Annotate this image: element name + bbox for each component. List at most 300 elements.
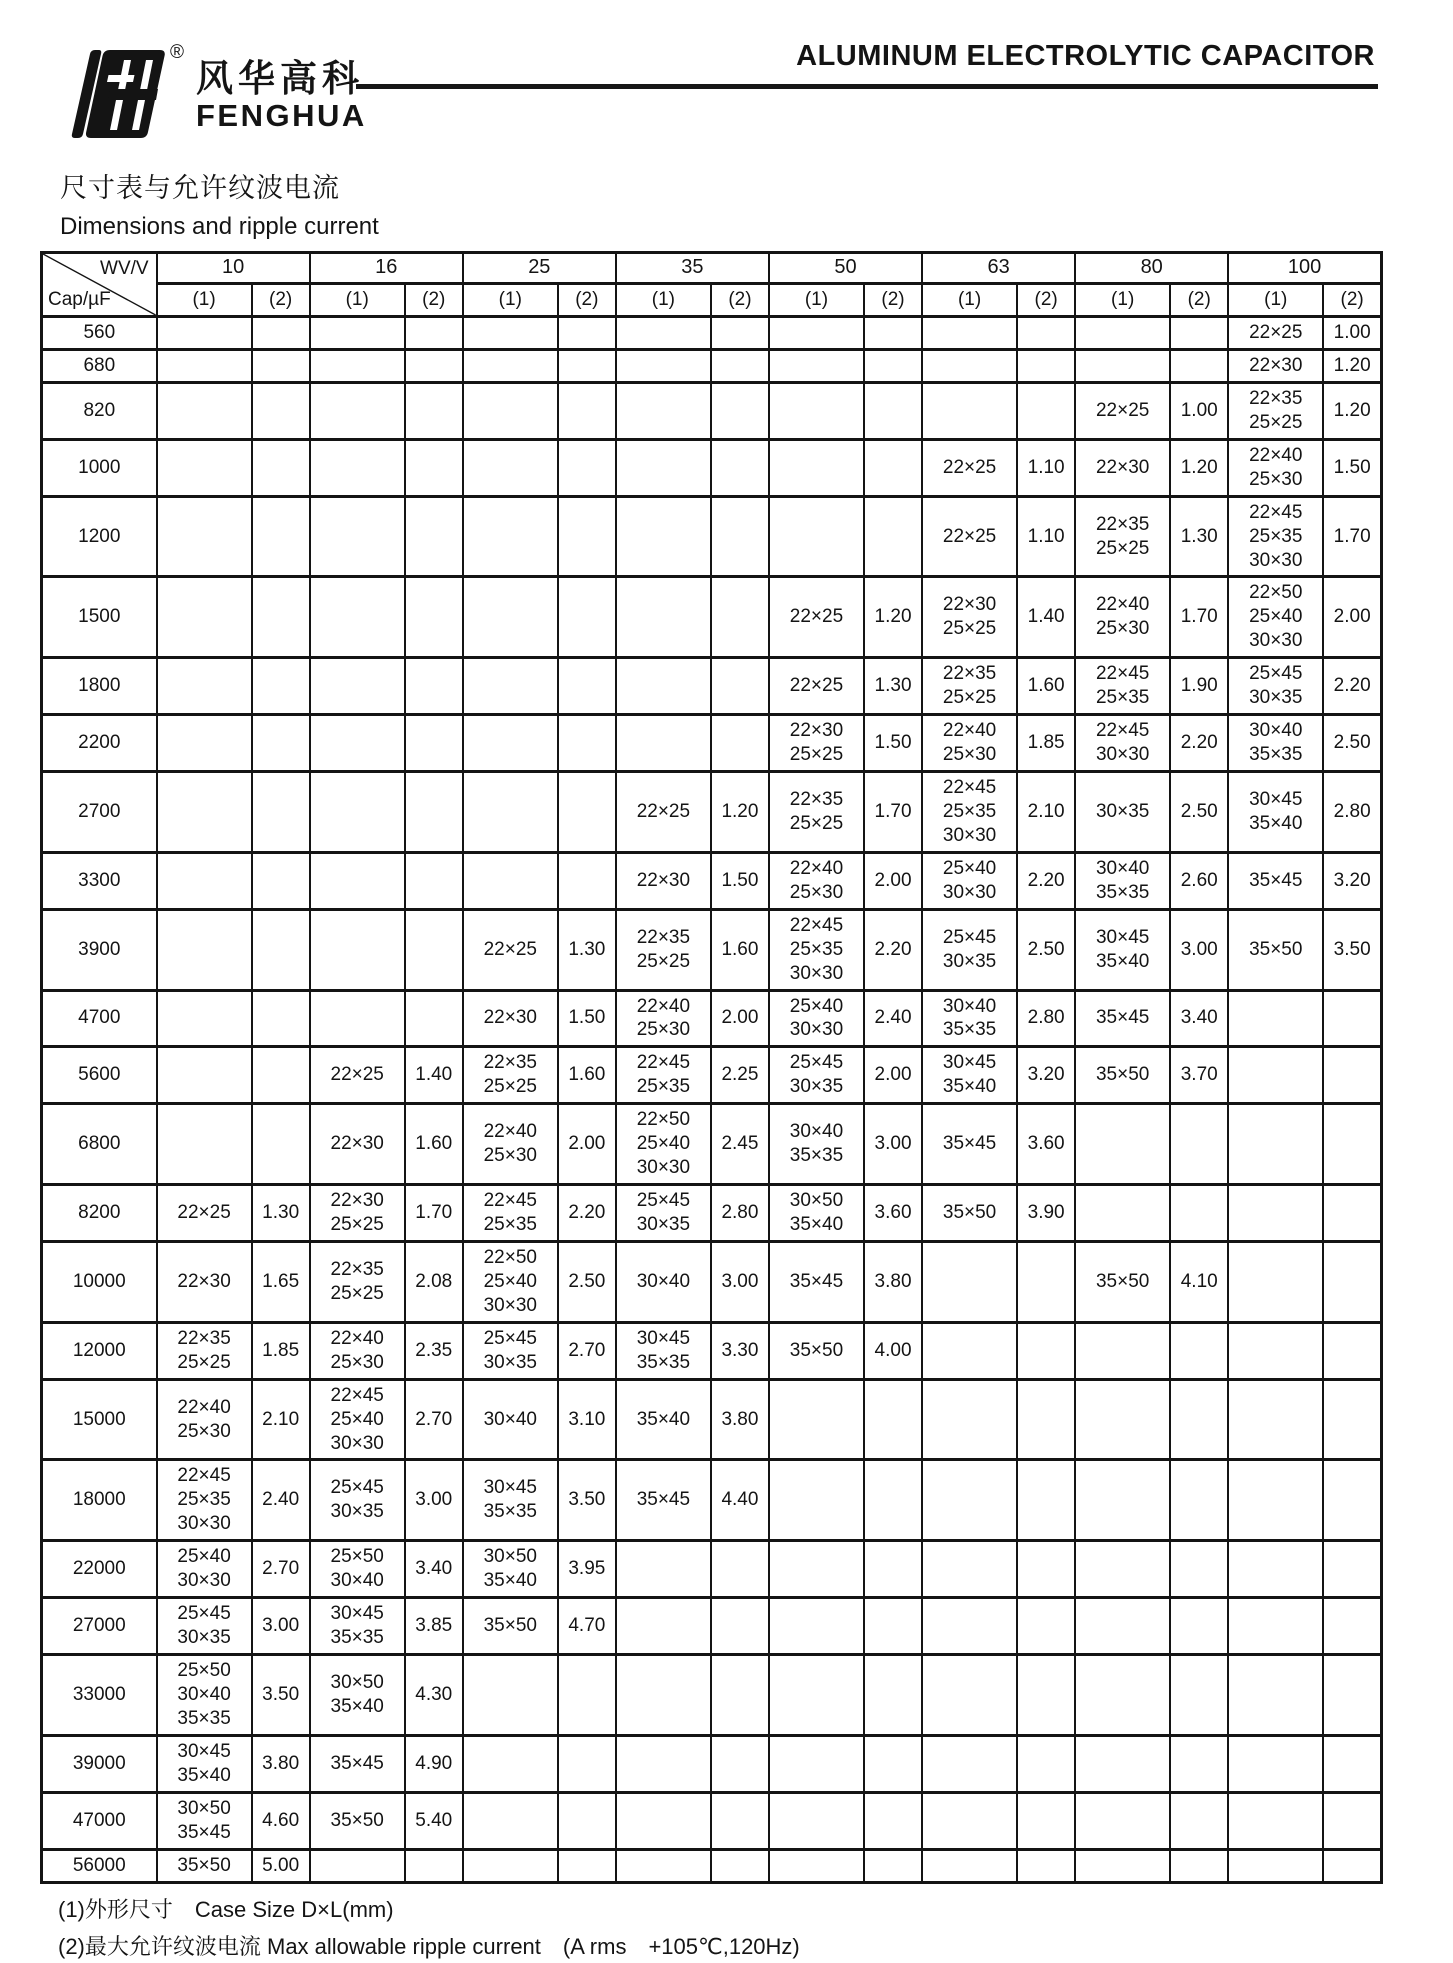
case-size-line: 22×40 (466, 1120, 555, 1144)
case-size-cell (463, 1241, 558, 1322)
case-size-line: 30×35 (925, 950, 1014, 974)
ripple-current-cell (864, 1655, 922, 1736)
ripple-current-cell: 3.50 (1323, 909, 1381, 990)
table-row (42, 349, 1382, 382)
case-size-line: 25×40 (1231, 605, 1320, 629)
case-size-line: 35×50 (925, 1201, 1014, 1225)
ripple-current-cell: 2.80 (1017, 990, 1075, 1047)
case-size-line: 22×35 (925, 662, 1014, 686)
case-size-cell (1228, 715, 1323, 772)
case-size-line: 22×35 (466, 1051, 555, 1075)
ripple-current-cell: 1.10 (1017, 439, 1075, 496)
case-size-cell (310, 1735, 405, 1792)
ripple-current-cell: 2.00 (864, 852, 922, 909)
case-size-cell (1228, 382, 1323, 439)
ripple-current-cell: 2.70 (558, 1322, 616, 1379)
ripple-current-cell: 2.20 (1323, 658, 1381, 715)
case-size-cell (1075, 1541, 1170, 1598)
case-size-line: 22×35 (619, 926, 708, 950)
ripple-current-cell (405, 577, 463, 658)
ripple-current-cell (1170, 1104, 1228, 1185)
case-size-line: 22×25 (925, 525, 1014, 549)
ripple-current-cell (1017, 1460, 1075, 1541)
case-size-cell (463, 1792, 558, 1849)
capacitance-value: 680 (42, 349, 157, 382)
ripple-current-cell (1170, 1655, 1228, 1736)
case-size-line: 25×45 (925, 926, 1014, 950)
table-row (42, 990, 1382, 1047)
case-size-line: 25×50 (313, 1545, 402, 1569)
ripple-current-cell: 4.10 (1170, 1241, 1228, 1322)
case-size-line: 25×40 (925, 857, 1014, 881)
ripple-current-cell: 2.40 (864, 990, 922, 1047)
ripple-current-cell: 1.20 (864, 577, 922, 658)
footnote-ripple-current: (2)最大允许纹波电流 Max allowable ripple current (A rms +105℃,120Hz) (58, 1931, 1423, 1963)
case-size-cell (1228, 990, 1323, 1047)
ripple-current-cell (1170, 1460, 1228, 1541)
table-row (42, 382, 1382, 439)
ripple-current-cell: 2.45 (711, 1104, 769, 1185)
ripple-current-cell (1323, 990, 1381, 1047)
case-size-line: 30×30 (772, 962, 861, 986)
case-size-line: 30×35 (619, 1213, 708, 1237)
ripple-current-cell (405, 772, 463, 853)
ripple-current-cell (1323, 1379, 1381, 1460)
ripple-current-cell (864, 439, 922, 496)
case-size-cell (1075, 772, 1170, 853)
case-size-cell (769, 382, 864, 439)
ripple-current-cell (1170, 1598, 1228, 1655)
case-size-line: 22×30 (313, 1189, 402, 1213)
case-size-cell (463, 1185, 558, 1242)
ripple-current-cell (1170, 1185, 1228, 1242)
voltage-header: 10 (157, 253, 310, 284)
case-size-cell (1228, 852, 1323, 909)
ripple-current-cell (1323, 1185, 1381, 1242)
capacitance-value: 56000 (42, 1849, 157, 1882)
ripple-subheader: (2) (405, 284, 463, 317)
voltage-header: 35 (616, 253, 769, 284)
ripple-current-cell: 3.50 (558, 1460, 616, 1541)
case-size-subheader: (1) (310, 284, 405, 317)
case-size-line: 30×30 (160, 1512, 249, 1536)
ripple-current-cell: 2.08 (405, 1241, 463, 1322)
case-size-cell (157, 439, 252, 496)
case-size-line: 25×45 (619, 1189, 708, 1213)
case-size-line: 22×45 (1078, 719, 1167, 743)
ripple-current-cell: 2.70 (252, 1541, 310, 1598)
ripple-current-cell (1170, 1735, 1228, 1792)
ripple-current-cell: 5.00 (252, 1849, 310, 1882)
case-size-cell (616, 1322, 711, 1379)
case-size-cell (922, 439, 1017, 496)
case-size-cell (310, 1541, 405, 1598)
ripple-current-cell: 3.20 (1323, 852, 1381, 909)
ripple-current-cell: 1.50 (711, 852, 769, 909)
case-size-line: 35×50 (1078, 1063, 1167, 1087)
case-size-cell (1228, 349, 1323, 382)
ripple-current-cell (864, 496, 922, 577)
case-size-line: 25×25 (1231, 411, 1320, 435)
table-row (42, 1047, 1382, 1104)
case-size-line: 35×45 (1078, 1006, 1167, 1030)
case-size-cell (616, 577, 711, 658)
ripple-current-cell (1017, 382, 1075, 439)
ripple-current-cell (405, 715, 463, 772)
case-size-cell (463, 852, 558, 909)
ripple-current-cell: 3.00 (405, 1460, 463, 1541)
ripple-current-cell: 1.30 (252, 1185, 310, 1242)
case-size-line: 22×45 (1078, 662, 1167, 686)
table-row (42, 439, 1382, 496)
case-size-cell (1228, 1655, 1323, 1736)
case-size-line: 22×30 (313, 1132, 402, 1156)
case-size-line: 25×35 (772, 938, 861, 962)
case-size-cell (1075, 439, 1170, 496)
case-size-cell (922, 990, 1017, 1047)
case-size-subheader: (1) (1075, 284, 1170, 317)
capacitance-value: 5600 (42, 1047, 157, 1104)
case-size-cell (769, 577, 864, 658)
capacitance-value: 2700 (42, 772, 157, 853)
case-size-cell (616, 439, 711, 496)
table-row (42, 1104, 1382, 1185)
case-size-line: 35×40 (466, 1569, 555, 1593)
case-size-cell (1228, 1735, 1323, 1792)
case-size-cell (616, 1849, 711, 1882)
case-size-line: 22×40 (1231, 444, 1320, 468)
case-size-line: 30×40 (313, 1569, 402, 1593)
case-size-cell (769, 1655, 864, 1736)
case-size-cell (1228, 658, 1323, 715)
case-size-cell (157, 1598, 252, 1655)
voltage-header: 100 (1228, 253, 1381, 284)
case-size-line: 30×35 (160, 1626, 249, 1650)
case-size-cell (1228, 1322, 1323, 1379)
ripple-current-cell: 2.20 (1017, 852, 1075, 909)
case-size-cell (616, 1241, 711, 1322)
capacitance-value: 47000 (42, 1792, 157, 1849)
case-size-line: 22×25 (772, 674, 861, 698)
ripple-current-cell (1323, 1735, 1381, 1792)
table-row (42, 658, 1382, 715)
capacitance-value: 4700 (42, 990, 157, 1047)
capacitance-value: 15000 (42, 1379, 157, 1460)
case-size-line: 35×40 (1078, 950, 1167, 974)
case-size-line: 30×45 (925, 1051, 1014, 1075)
case-size-line: 25×30 (160, 1420, 249, 1444)
ripple-current-cell (1323, 1792, 1381, 1849)
case-size-line: 22×30 (925, 593, 1014, 617)
table-row (42, 772, 1382, 853)
case-size-line: 22×45 (772, 914, 861, 938)
ripple-current-cell: 1.20 (1323, 349, 1381, 382)
case-size-cell (1228, 1241, 1323, 1322)
case-size-cell (157, 317, 252, 350)
ripple-current-cell (711, 349, 769, 382)
case-size-line: 30×50 (772, 1189, 861, 1213)
case-size-line: 22×45 (619, 1051, 708, 1075)
ripple-current-cell (1323, 1655, 1381, 1736)
ripple-current-cell: 2.60 (1170, 852, 1228, 909)
case-size-line: 22×25 (619, 800, 708, 824)
case-size-cell (922, 1541, 1017, 1598)
ripple-current-cell (252, 577, 310, 658)
case-size-line: 35×40 (1231, 812, 1320, 836)
case-size-cell (463, 317, 558, 350)
table-body (42, 317, 1382, 1883)
capacitance-value: 560 (42, 317, 157, 350)
case-size-cell (310, 1460, 405, 1541)
case-size-line: 35×45 (313, 1752, 402, 1776)
ripple-current-cell (405, 1849, 463, 1882)
case-size-cell (769, 715, 864, 772)
ripple-current-cell: 2.50 (558, 1241, 616, 1322)
case-size-cell (922, 658, 1017, 715)
ripple-current-cell (711, 658, 769, 715)
ripple-current-cell (1323, 1541, 1381, 1598)
case-size-cell (157, 909, 252, 990)
ripple-current-cell (252, 1047, 310, 1104)
case-size-cell (463, 1047, 558, 1104)
ripple-current-cell: 3.00 (711, 1241, 769, 1322)
capacitance-value: 12000 (42, 1322, 157, 1379)
ripple-current-cell (252, 382, 310, 439)
ripple-current-cell: 1.00 (1170, 382, 1228, 439)
case-size-cell (1228, 577, 1323, 658)
case-size-cell (616, 990, 711, 1047)
capacitance-value: 1500 (42, 577, 157, 658)
capacitance-value: 33000 (42, 1655, 157, 1736)
case-size-cell (157, 1379, 252, 1460)
ripple-current-cell: 1.65 (252, 1241, 310, 1322)
case-size-line: 30×30 (466, 1294, 555, 1318)
case-size-cell (922, 1460, 1017, 1541)
case-size-cell (1075, 1185, 1170, 1242)
case-size-cell (922, 349, 1017, 382)
ripple-current-cell: 1.50 (558, 990, 616, 1047)
ripple-current-cell: 4.60 (252, 1792, 310, 1849)
case-size-cell (463, 1849, 558, 1882)
ripple-current-cell: 3.40 (405, 1541, 463, 1598)
case-size-cell (157, 496, 252, 577)
ripple-current-cell: 2.20 (1170, 715, 1228, 772)
case-size-line: 30×45 (1231, 788, 1320, 812)
case-size-line: 35×40 (313, 1695, 402, 1719)
ripple-current-cell: 1.60 (558, 1047, 616, 1104)
ripple-current-cell (1170, 1379, 1228, 1460)
case-size-cell (310, 1241, 405, 1322)
table-row (42, 1185, 1382, 1242)
ripple-current-cell: 3.30 (711, 1322, 769, 1379)
capacitance-value: 1200 (42, 496, 157, 577)
case-size-cell (463, 990, 558, 1047)
case-size-cell (157, 382, 252, 439)
case-size-line: 30×30 (160, 1569, 249, 1593)
ripple-current-cell: 3.85 (405, 1598, 463, 1655)
ripple-current-cell (1323, 1460, 1381, 1541)
case-size-line: 22×45 (466, 1189, 555, 1213)
ripple-subheader: (2) (711, 284, 769, 317)
ripple-current-cell (558, 1792, 616, 1849)
case-size-cell (1075, 349, 1170, 382)
ripple-current-cell: 3.70 (1170, 1047, 1228, 1104)
case-size-cell (922, 577, 1017, 658)
ripple-current-cell (558, 382, 616, 439)
case-size-line: 35×45 (619, 1488, 708, 1512)
case-size-cell (922, 1655, 1017, 1736)
ripple-current-cell: 4.00 (864, 1322, 922, 1379)
case-size-line: 22×25 (1231, 321, 1320, 345)
case-size-line: 25×30 (466, 1144, 555, 1168)
case-size-cell (616, 349, 711, 382)
ripple-current-cell: 3.10 (558, 1379, 616, 1460)
case-size-line: 30×50 (160, 1797, 249, 1821)
case-size-line: 22×40 (772, 857, 861, 881)
ripple-current-cell: 4.40 (711, 1460, 769, 1541)
ripple-current-cell: 1.30 (864, 658, 922, 715)
table-row (42, 1655, 1382, 1736)
voltage-header: 25 (463, 253, 616, 284)
case-size-cell (1228, 1047, 1323, 1104)
capacitance-value: 2200 (42, 715, 157, 772)
table-row (42, 1379, 1382, 1460)
case-size-cell (922, 1849, 1017, 1882)
case-size-line: 30×40 (772, 1120, 861, 1144)
case-size-line: 35×50 (160, 1854, 249, 1878)
case-size-line: 22×40 (1078, 593, 1167, 617)
case-size-cell (922, 1241, 1017, 1322)
case-size-cell (616, 852, 711, 909)
case-size-line: 22×30 (1078, 456, 1167, 480)
case-size-line: 22×35 (313, 1258, 402, 1282)
case-size-line: 35×50 (1078, 1270, 1167, 1294)
ripple-current-cell (1170, 317, 1228, 350)
case-size-cell (922, 317, 1017, 350)
case-size-cell (769, 909, 864, 990)
case-size-line: 22×35 (1078, 513, 1167, 537)
case-size-cell (310, 1047, 405, 1104)
voltage-header: 16 (310, 253, 463, 284)
ripple-current-cell (558, 658, 616, 715)
case-size-cell (1075, 1849, 1170, 1882)
case-size-cell (769, 1541, 864, 1598)
case-size-line: 35×40 (160, 1764, 249, 1788)
case-size-cell (1075, 1379, 1170, 1460)
ripple-current-cell (1017, 1598, 1075, 1655)
ripple-current-cell: 3.00 (1170, 909, 1228, 990)
case-size-line: 25×30 (1231, 468, 1320, 492)
ripple-current-cell (405, 439, 463, 496)
case-size-line: 22×35 (160, 1327, 249, 1351)
case-size-line: 22×45 (313, 1384, 402, 1408)
case-size-line: 22×30 (619, 869, 708, 893)
case-size-line: 35×45 (925, 1132, 1014, 1156)
ripple-current-cell: 1.40 (1017, 577, 1075, 658)
case-size-cell (310, 349, 405, 382)
case-size-line: 30×45 (160, 1740, 249, 1764)
capacitance-value: 18000 (42, 1460, 157, 1541)
case-size-line: 25×35 (619, 1075, 708, 1099)
case-size-cell (1075, 1241, 1170, 1322)
case-size-line: 25×40 (619, 1132, 708, 1156)
case-size-line: 35×35 (1231, 743, 1320, 767)
case-size-line: 35×35 (772, 1144, 861, 1168)
case-size-subheader: (1) (157, 284, 252, 317)
capacitance-value: 8200 (42, 1185, 157, 1242)
brand-names (196, 46, 367, 131)
case-size-cell (616, 1735, 711, 1792)
case-size-cell (157, 1541, 252, 1598)
ripple-current-cell (864, 1379, 922, 1460)
case-size-line: 30×35 (466, 1351, 555, 1375)
case-size-cell (769, 1598, 864, 1655)
table-row (42, 852, 1382, 909)
case-size-subheader: (1) (1228, 284, 1323, 317)
case-size-cell (1075, 1598, 1170, 1655)
footnote-case-size: (1)外形尺寸 Case Size D×L(mm) (58, 1894, 1423, 1926)
case-size-line: 22×40 (925, 719, 1014, 743)
voltage-header: 80 (1075, 253, 1228, 284)
ripple-current-cell: 1.50 (864, 715, 922, 772)
case-size-cell (157, 1655, 252, 1736)
case-size-cell (310, 1598, 405, 1655)
ripple-current-cell (1170, 1792, 1228, 1849)
case-size-line: 22×25 (925, 456, 1014, 480)
case-size-cell (922, 772, 1017, 853)
ripple-current-cell (1323, 1849, 1381, 1882)
case-size-cell (310, 439, 405, 496)
table-row (42, 577, 1382, 658)
case-size-cell (157, 1185, 252, 1242)
case-size-line: 22×30 (160, 1270, 249, 1294)
case-size-cell (769, 1849, 864, 1882)
case-size-cell (310, 909, 405, 990)
ripple-current-cell: 2.00 (1323, 577, 1381, 658)
ripple-current-cell (405, 349, 463, 382)
case-size-cell (157, 1792, 252, 1849)
ripple-current-cell: 2.10 (1017, 772, 1075, 853)
case-size-line: 30×30 (1078, 743, 1167, 767)
case-size-cell (157, 577, 252, 658)
table-row (42, 1460, 1382, 1541)
case-size-cell (769, 772, 864, 853)
ripple-current-cell: 1.70 (405, 1185, 463, 1242)
case-size-line: 35×40 (772, 1213, 861, 1237)
case-size-subheader: (1) (922, 284, 1017, 317)
ripple-current-cell (252, 317, 310, 350)
footnotes (58, 1894, 1423, 1963)
ripple-current-cell: 1.20 (711, 772, 769, 853)
case-size-cell (463, 577, 558, 658)
table-row (42, 715, 1382, 772)
title-rule (356, 84, 1378, 89)
ripple-current-cell: 3.20 (1017, 1047, 1075, 1104)
ripple-current-cell (558, 577, 616, 658)
case-size-cell (922, 1104, 1017, 1185)
case-size-cell (769, 1460, 864, 1541)
case-size-line: 35×45 (160, 1821, 249, 1845)
case-size-cell (922, 1735, 1017, 1792)
ripple-current-cell (711, 1541, 769, 1598)
ripple-current-cell: 1.30 (1170, 496, 1228, 577)
case-size-cell (1228, 1598, 1323, 1655)
section-title-cn: 尺寸表与允许纹波电流 (60, 166, 1423, 205)
ripple-current-cell (711, 1735, 769, 1792)
ripple-current-cell: 2.40 (252, 1460, 310, 1541)
case-size-cell (310, 496, 405, 577)
case-size-line: 30×45 (466, 1476, 555, 1500)
